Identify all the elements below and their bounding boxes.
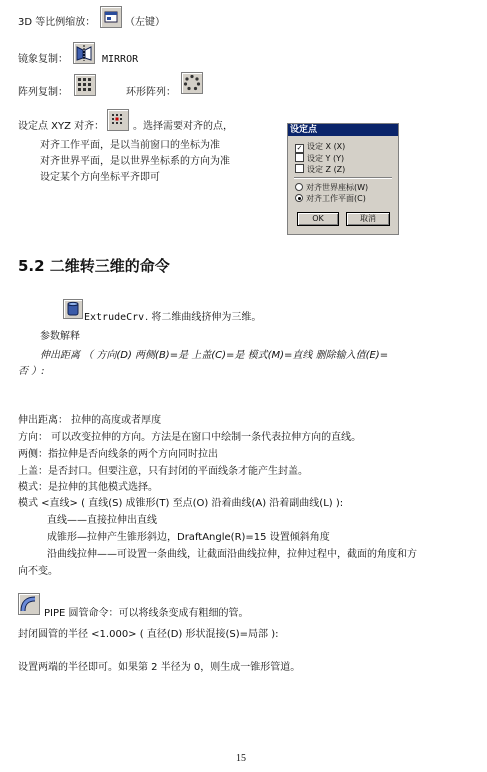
grid-array-icon[interactable] [74,74,96,96]
mode-tapered: 成锥形—拉伸产生锥形斜边，DraftAngle(R)=15 设置倾斜角度 [47,532,330,543]
mirror-command: MIRROR [102,54,139,65]
extrude-curve-icon[interactable] [63,299,83,319]
iso-scale-label: 3D 等比例缩放： [18,17,96,28]
desc-both-sides: 两侧：指拉伸是否向线条的两个方向同时拉出 [18,449,218,460]
pipe-icon[interactable] [18,593,40,615]
radio-work[interactable] [295,194,303,202]
params-line-2: 否 ）: [18,366,45,377]
section-heading: 5.2 二维转三维的命令 [18,257,170,275]
desc-mode: 模式：是拉伸的其他模式选择。 [18,482,158,493]
params-line-1: 伸出距离 （ 方向(D) 两侧(B)=是 上盖(C)=是 模式(M)=直线 删除输入值(E)= [40,350,389,361]
set-point-dialog [287,123,399,235]
radio-world-label: 对齐世界座标(W) [306,183,369,192]
mode-options: 模式 <直线> ( 直线(S) 成锥形(T) 至点(O) 沿着曲线(A) 沿着副曲线(L) ): [18,498,344,509]
dialog-separator [294,177,392,179]
align-note-direction: 设定某个方向坐标平齐即可 [40,172,160,183]
desc-direction: 方向： 可以改变拉伸的方向。方法是在窗口中绘制一条代表拉伸方向的直线。 [18,432,362,443]
radio-work-row[interactable] [295,194,366,204]
pipe-description: PIPE 圆管命令：可以将线条变成有粗细的管。 [44,608,249,619]
checkbox-z[interactable] [295,164,304,173]
pipe-radius-prompt: 封闭圆管的半径 <1.000> ( 直径(D) 形状混接(S)=局部 ): [18,629,279,640]
dialog-title: 设定点 [288,124,398,136]
polar-array-label: 环形阵列： [126,87,176,98]
checkbox-y[interactable] [295,153,304,162]
checkbox-x[interactable]: ✓ [296,144,303,152]
check-z-row[interactable] [295,164,345,175]
cancel-button[interactable]: 取消 [346,212,390,226]
page-number: 15 [236,753,246,764]
mirror-label: 镜象复制： [18,54,68,65]
check-z-label: 设定 Z (Z) [307,165,346,174]
iso-scale-icon[interactable] [100,6,122,28]
align-label: 设定点 XYZ 对齐： [18,121,105,132]
pipe-radius-note: 设置两端的半径即可。如果第 2 半径为 0，则生成一锥形管道。 [18,662,301,673]
check-x-label: 设定 X (X) [307,142,346,151]
mode-along-curve: 沿曲线拉伸——可设置一条曲线，让截面沿曲线拉伸，拉伸过程中，截面的角度和方 [47,549,417,560]
extrude-command: ExtrudeCrv [84,312,145,323]
check-x-row[interactable] [295,142,345,153]
desc-cap: 上盖：是否封口。但要注意，只有封闭的平面线条才能产生封盖。 [18,466,308,477]
iso-scale-hint: （左键） [125,17,165,28]
radio-world-row[interactable] [295,183,368,193]
desc-distance: 伸出距离： 拉伸的高度或者厚度 [18,415,162,426]
ok-button[interactable]: OK [297,212,339,226]
check-y-row[interactable] [295,153,344,164]
mirror-icon[interactable] [73,42,95,64]
mode-straight: 直线——直接拉伸出直线 [47,515,157,526]
array-label: 阵列复制： [18,87,68,98]
extrude-description: . 将二维曲线挤伸为三维。 [145,312,262,323]
radio-work-label: 对齐工作平面(C) [306,194,366,203]
align-hint: 。选择需要对齐的点， [133,121,233,132]
params-title: 参数解释 [40,331,80,342]
check-y-label: 设定 Y (Y) [307,154,345,163]
align-note-world: 对齐世界平面，是以世界坐标系的方向为准 [40,156,230,167]
mode-along-curve-cont: 向不变。 [18,566,58,577]
radio-world[interactable] [295,183,303,191]
polar-array-icon[interactable] [181,72,203,94]
align-note-workplane: 对齐工作平面，是以当前窗口的坐标为准 [40,140,220,151]
align-points-icon[interactable] [107,109,129,131]
